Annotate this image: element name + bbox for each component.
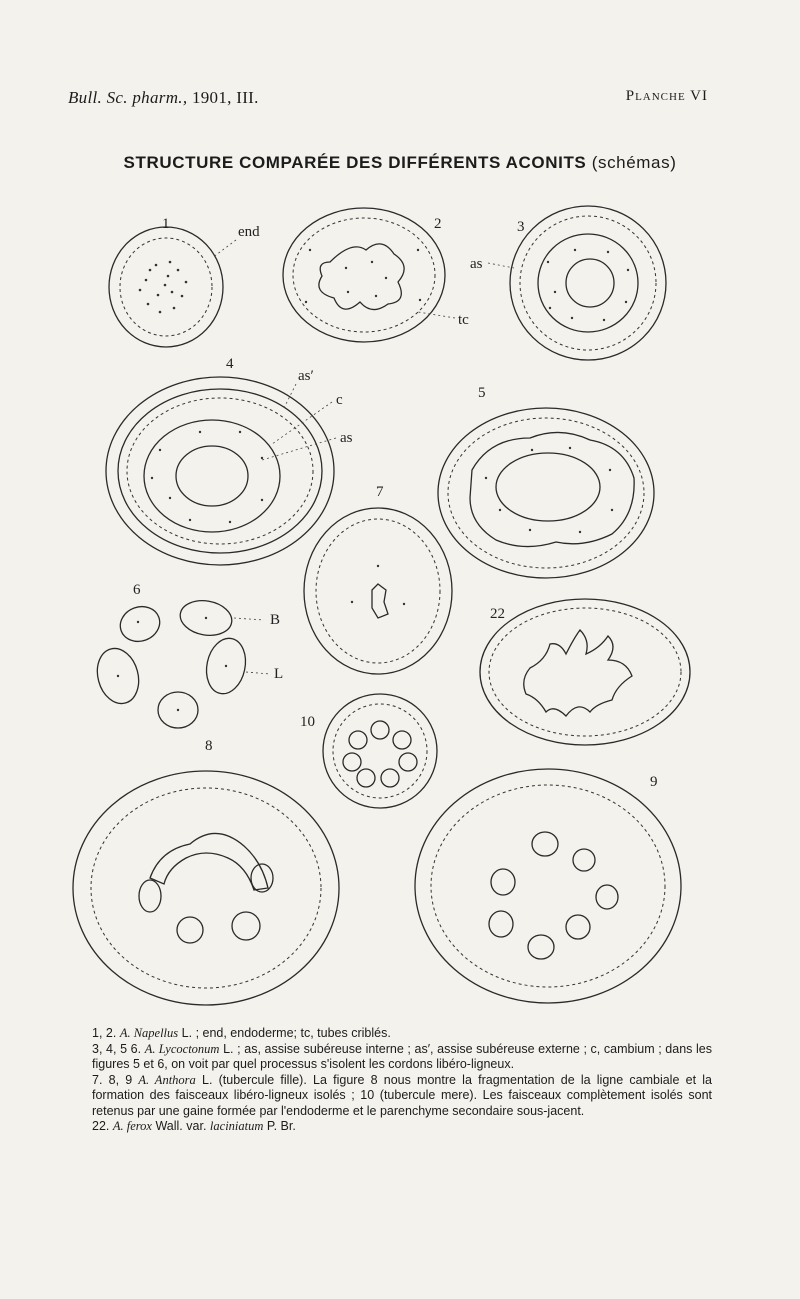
plate-title-paren: (schémas) bbox=[591, 153, 677, 172]
caption-1-text: ; end, endoderme; tc, tubes criblés. bbox=[195, 1026, 391, 1040]
figure-2-section bbox=[283, 208, 445, 342]
caption-4-var: var. bbox=[186, 1119, 207, 1133]
running-header-citation: Bull. Sc. pharm., 1901, III. bbox=[68, 88, 259, 107]
caption-line-2 bbox=[92, 1042, 712, 1073]
caption-3-number: 7. 8, 9 bbox=[92, 1072, 133, 1087]
caption-line-4 bbox=[92, 1119, 712, 1135]
label-as-fig4: as bbox=[340, 430, 353, 446]
figure-6-section bbox=[91, 597, 250, 728]
figure-5-section bbox=[438, 408, 654, 578]
figure-10-number: 10 bbox=[300, 714, 315, 730]
plate-number: Planche VI bbox=[625, 88, 708, 104]
caption-2-number: 3, 4, 5 6. bbox=[92, 1041, 142, 1056]
caption-2-species: A. Lycoctonum bbox=[144, 1041, 220, 1056]
caption-3-species: A. Anthora bbox=[138, 1072, 196, 1087]
figure-9-section bbox=[415, 769, 681, 1003]
figure-8-number: 8 bbox=[205, 738, 213, 754]
plate-caption bbox=[92, 1026, 712, 1135]
caption-4-variety: laciniatum bbox=[209, 1119, 264, 1133]
figure-5-number: 5 bbox=[478, 385, 486, 401]
caption-2-author: L. bbox=[223, 1041, 234, 1056]
figure-9-number: 9 bbox=[650, 774, 658, 790]
caption-line-3 bbox=[92, 1073, 712, 1120]
label-tc: tc bbox=[458, 312, 469, 328]
caption-1-author: L. bbox=[181, 1026, 193, 1040]
figure-6-number: 6 bbox=[133, 582, 141, 598]
figure-3-number: 3 bbox=[517, 219, 525, 235]
plate-title-main: STRUCTURE COMPARÉE DES DIFFÉRENTS ACONITS bbox=[123, 153, 587, 172]
caption-4-species: A. ferox bbox=[112, 1119, 152, 1133]
figure-1-number: 1 bbox=[162, 216, 170, 232]
journal-name: Bull. Sc. pharm. bbox=[68, 88, 183, 107]
figure-22-section bbox=[480, 599, 690, 745]
figure-1-section bbox=[109, 227, 223, 347]
caption-4-author-2: P. Br. bbox=[266, 1119, 296, 1133]
label-as-prime: as′ bbox=[298, 368, 314, 384]
label-as-fig3: as bbox=[470, 256, 483, 272]
label-end: end bbox=[238, 224, 260, 240]
figure-10-section bbox=[323, 694, 437, 808]
caption-1-species: A. Napellus bbox=[119, 1026, 179, 1040]
caption-2-text: ; as, assise subéreuse interne ; as′, assise subéreuse externe ; c, cambium ; dans les figures 5 et 6, on voit par quel processus s'isolent les cordons libéro-ligneux. bbox=[92, 1041, 713, 1071]
caption-4-author: Wall. bbox=[155, 1119, 183, 1133]
caption-1-number: 1, 2. bbox=[92, 1026, 117, 1040]
label-L: L bbox=[274, 666, 284, 682]
figure-7-number: 7 bbox=[376, 484, 384, 500]
figure-4-section bbox=[106, 377, 334, 565]
journal-year-volume: 1901, III. bbox=[191, 88, 259, 107]
caption-4-number: 22. bbox=[92, 1119, 110, 1133]
figure-22-number: 22 bbox=[490, 606, 505, 622]
figure-7-section bbox=[304, 508, 452, 674]
figure-8-section bbox=[73, 771, 339, 1005]
caption-3-author: L. bbox=[202, 1072, 213, 1087]
figure-4-number: 4 bbox=[226, 356, 234, 372]
caption-line-1 bbox=[92, 1026, 712, 1042]
label-c: c bbox=[336, 392, 343, 408]
label-B: B bbox=[270, 612, 281, 628]
caption-3-text: (tubercule fille). La figure 8 nous montre la fragmentation de la ligne cambiale et la formation des faisceaux libéro-ligneux isolés ; 10 (tubercule mere). Les faisceaux complètement isolés sont retenus par une gaine formée par l'endoderme et le parenchyme secondaire sous-jacent. bbox=[92, 1072, 712, 1118]
figure-2-number: 2 bbox=[434, 216, 442, 232]
figure-3-section bbox=[510, 206, 666, 360]
